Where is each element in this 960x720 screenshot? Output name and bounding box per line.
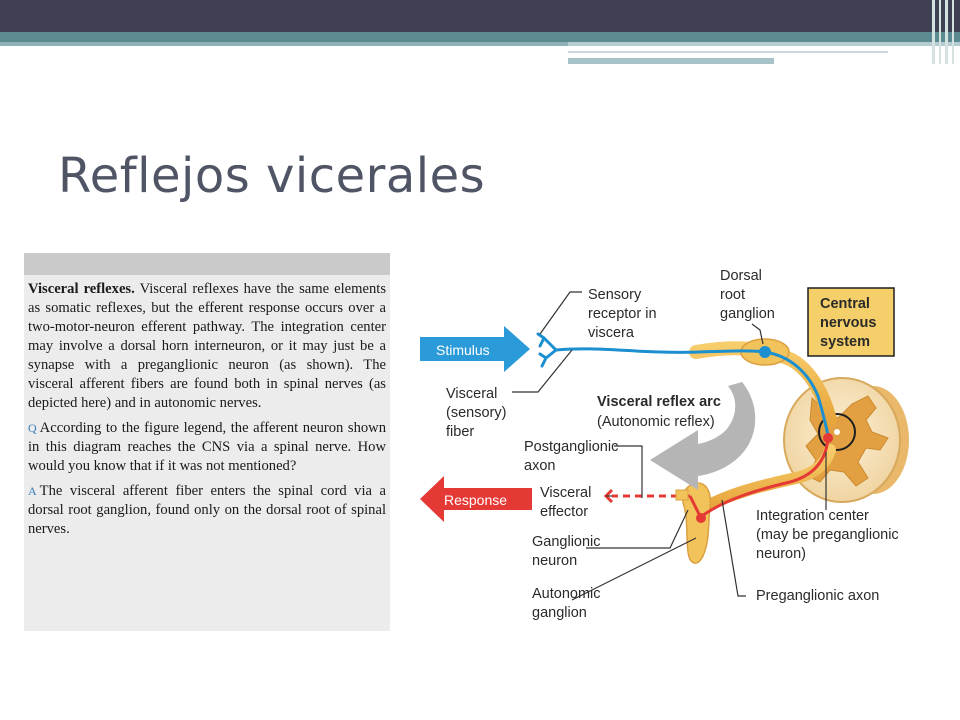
stimulus-arrow: [420, 326, 530, 372]
preganglionic-axon-label: Preganglionic axon: [756, 588, 880, 604]
answer-text: The visceral afferent fiber enters the spinal cord via a dorsal root ganglion, found only on the dorsal root of spinal nerves.: [28, 483, 386, 537]
stimulus-label: Stimulus: [436, 342, 490, 358]
answer-paragraph: [28, 482, 386, 539]
header-accent-line: [0, 42, 568, 46]
integration-center-label: neuron): [756, 546, 806, 562]
cns-label-line: Central: [820, 296, 870, 312]
question-text: According to the figure legend, the afferent neuron shown in this diagram reaches the CNS via a spinal nerve. How would you know that if it was not mentioned?: [28, 420, 386, 474]
ganglionic-neuron-label: Ganglionic: [532, 534, 601, 550]
header-decoration: [930, 0, 960, 64]
postganglionic-axon-label: axon: [524, 458, 556, 474]
response-arrow: [420, 476, 532, 522]
dorsal-root-ganglion-label: Dorsal: [720, 268, 762, 284]
cns-label-line: nervous: [820, 315, 877, 331]
postganglionic-axon-label: Postganglionic: [524, 439, 619, 455]
visceral-fiber-label: (sensory): [446, 405, 507, 421]
sensory-receptor-label: receptor in: [588, 306, 657, 322]
header-accent-band: [0, 32, 960, 42]
cns-label-box: [808, 288, 894, 356]
sensory-receptor-label: Sensory: [588, 287, 642, 303]
legend-lead: Visceral reflexes.: [28, 281, 135, 297]
visceral-reflex-diagram: [400, 255, 920, 635]
legend-header-bar: [24, 253, 390, 275]
visceral-fiber-label: fiber: [446, 424, 475, 440]
slide-title: Reflejos vicerales: [58, 148, 486, 204]
spinal-cord: [784, 378, 909, 502]
answer-marker: A: [28, 484, 37, 498]
question-marker: Q: [28, 421, 37, 435]
header-accent-line: [568, 42, 960, 46]
legend-paragraph: [28, 280, 386, 413]
question-paragraph: [28, 419, 386, 476]
dorsal-root-ganglion-label: ganglion: [720, 306, 775, 322]
response-label: Response: [444, 492, 508, 508]
legend-text: Visceral reflexes have the same elements as somatic reflexes, but the efferent response occurs over a two-motor-neuron efferent pathway. The integration center may involve a dorsal horn interneuron, or it may just be a synapse with a preganglionic neuron (as shown). The visceral afferent fibers are found both in spinal nerves (as depicted here) and in autonomic nerves.: [28, 281, 386, 411]
ganglionic-neuron-label: neuron: [532, 553, 578, 569]
sensory-receptor-label: viscera: [588, 325, 634, 341]
visceral-effector-label: Visceral: [540, 485, 592, 501]
visceral-effector-label: effector: [540, 504, 589, 520]
autonomic-ganglion-label: ganglion: [532, 605, 587, 621]
header-accent-line: [568, 51, 888, 53]
cns-label-line: system: [820, 334, 870, 350]
integration-center-label: Integration center: [756, 508, 869, 524]
integration-center-label: (may be preganglionic: [756, 527, 899, 543]
visceral-fiber-label: Visceral: [446, 386, 498, 402]
header-accent-line: [568, 58, 774, 64]
dorsal-root-ganglion-label: root: [720, 287, 745, 303]
reflex-arc-subtitle: (Autonomic reflex): [597, 414, 715, 430]
slide-header-bar: [0, 0, 960, 32]
autonomic-ganglion-label: Autonomic: [532, 586, 601, 602]
reflex-arc-title: Visceral reflex arc: [597, 394, 721, 410]
figure-legend-box: [24, 253, 390, 631]
